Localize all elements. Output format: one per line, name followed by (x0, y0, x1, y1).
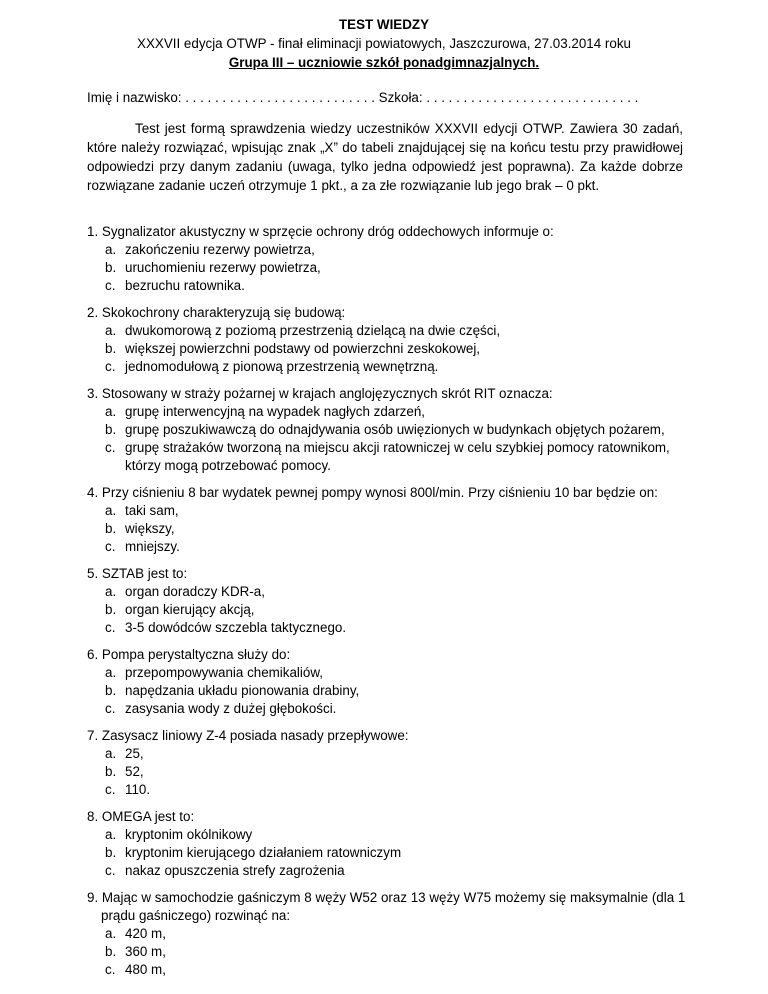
option-text: 480 m, (125, 962, 166, 977)
answer-options (87, 502, 687, 556)
answer-option (87, 745, 687, 763)
option-letter: a. (105, 242, 117, 257)
answer-option (87, 700, 687, 718)
option-text: grupę strażaków tworzoną na miejscu akcji ratowniczej w celu szybkiej pomocy ratownikom, którzy mogą potrzebować pomocy. (125, 440, 670, 473)
answer-options (87, 745, 687, 799)
option-letter: a. (105, 827, 117, 842)
option-letter: a. (105, 665, 117, 680)
option-text: nakaz opuszczenia strefy zagrożenia (125, 863, 345, 878)
question-text: 6. Pompa perystaltyczna służy do: (87, 647, 291, 662)
answer-option (87, 601, 687, 619)
answer-option (87, 664, 687, 682)
answer-options (87, 826, 687, 880)
option-text: organ kierujący akcją, (125, 602, 255, 617)
answer-option (87, 862, 687, 880)
question (87, 304, 687, 376)
option-text: 3-5 dowódców szczebla taktycznego. (125, 620, 347, 635)
answer-option (87, 358, 687, 376)
question-text: 2. Skokochrony charakteryzują się budową: (87, 305, 346, 320)
option-letter: c. (105, 539, 116, 554)
question-text: 5. SZTAB jest to: (87, 566, 188, 581)
questions-list (87, 223, 687, 988)
question (87, 646, 687, 718)
answer-option (87, 322, 687, 340)
option-letter: c. (105, 962, 116, 977)
option-letter: b. (105, 422, 117, 437)
intro-paragraph: Test jest formą sprawdzenia wiedzy uczestników XXXVII edycji OTWP. Zawiera 30 zadań, które należy rozwiązać, wpisując znak „X” do tabeli znajdującej się na końcu testu przy prawidłowej odpowiedzi przy danym zadaniu (uwaga, tylko jedna odpowiedź jest poprawna). Za każde dobrze rozwiązane zadanie uczeń otrzymuje 1 pkt., a za złe rozwiązanie lub jego brak – 0 pkt. (87, 121, 683, 193)
option-letter: b. (105, 944, 117, 959)
answer-option (87, 241, 687, 259)
option-text: 420 m, (125, 926, 166, 941)
option-text: zasysania wody z dużej głębokości. (125, 701, 337, 716)
option-letter: b. (105, 341, 117, 356)
option-text: jednomodułową z pionową przestrzenią wewnętrzną. (125, 359, 439, 374)
answer-option (87, 277, 687, 295)
option-letter: a. (105, 503, 117, 518)
question-text: 4. Przy ciśnieniu 8 bar wydatek pewnej pompy wynosi 800l/min. Przy ciśnieniu 10 bar będzie on: (87, 485, 658, 500)
option-text: przepompowywania chemikaliów, (125, 665, 323, 680)
answer-option (87, 682, 687, 700)
question (87, 808, 687, 880)
name-school-line: Imię i nazwisko: . . . . . . . . . . . . . . . . . . . . . . . . . . Szkoła: . . . . . . . . . . . . . . . . . . . . . . . . . . . . . (87, 90, 639, 105)
question (87, 565, 687, 637)
question (87, 727, 687, 799)
answer-option (87, 520, 687, 538)
answer-option (87, 403, 687, 421)
option-letter: a. (105, 926, 117, 941)
document-header (0, 15, 768, 72)
option-text: 110. (125, 782, 151, 797)
answer-option (87, 538, 687, 556)
answer-options (87, 403, 687, 475)
answer-option (87, 583, 687, 601)
option-letter: a. (105, 404, 117, 419)
answer-options (87, 664, 687, 718)
option-letter: b. (105, 521, 117, 536)
option-letter: c. (105, 278, 116, 293)
option-text: większej powierzchni podstawy od powierzchni zeskokowej, (125, 341, 481, 356)
question (87, 223, 687, 295)
question-text: 3. Stosowany w straży pożarnej w krajach anglojęzycznych skrót RIT oznacza: (87, 386, 553, 401)
option-text: 360 m, (125, 944, 166, 959)
option-letter: b. (105, 764, 117, 779)
answer-option (87, 259, 687, 277)
answer-option (87, 439, 687, 475)
question (87, 385, 687, 475)
option-letter: c. (105, 359, 116, 374)
answer-option (87, 943, 687, 961)
answer-options (87, 583, 687, 637)
option-text: taki sam, (125, 503, 179, 518)
option-letter: a. (105, 746, 117, 761)
question (87, 484, 687, 556)
option-letter: b. (105, 845, 117, 860)
answer-options (87, 925, 687, 979)
question-text: 7. Zasysacz liniowy Z-4 posiada nasady przepływowe: (87, 728, 409, 743)
question (87, 889, 687, 979)
option-text: mniejszy. (125, 539, 180, 554)
option-text: zakończeniu rezerwy powietrza, (125, 242, 315, 257)
option-text: dwukomorową z poziomą przestrzenią dzielącą na dwie części, (125, 323, 501, 338)
document-subtitle: XXXVII edycja OTWP - finał eliminacji powiatowych, Jaszczurowa, 27.03.2014 roku (137, 36, 631, 51)
answer-option (87, 961, 687, 979)
question-text: 8. OMEGA jest to: (87, 809, 195, 824)
option-text: uruchomieniu rezerwy powietrza, (125, 260, 321, 275)
option-letter: b. (105, 602, 117, 617)
answer-option (87, 826, 687, 844)
answer-option (87, 619, 687, 637)
answer-option (87, 925, 687, 943)
option-letter: c. (105, 701, 116, 716)
option-letter: c. (105, 440, 116, 455)
group-heading: Grupa III – uczniowie szkół ponadgimnazjalnych. (228, 55, 540, 70)
question-text: 1. Sygnalizator akustyczny w sprzęcie ochrony dróg oddechowych informuje o: (87, 224, 554, 239)
option-letter: c. (105, 863, 116, 878)
option-text: większy, (125, 521, 175, 536)
option-letter: c. (105, 782, 116, 797)
option-letter: b. (105, 683, 117, 698)
answer-option (87, 844, 687, 862)
answer-option (87, 340, 687, 358)
answer-option (87, 763, 687, 781)
option-letter: c. (105, 620, 116, 635)
answer-option (87, 421, 687, 439)
option-text: grupę interwencyjną na wypadek nagłych zdarzeń, (125, 404, 425, 419)
option-text: grupę poszukiwawczą do odnajdywania osób uwięzionych w budynkach objętych pożarem, (125, 422, 665, 437)
answer-option (87, 781, 687, 799)
option-text: kryptonim kierującego działaniem ratowniczym (125, 845, 402, 860)
option-text: 25, (125, 746, 144, 761)
document-title: TEST WIEDZY (338, 17, 429, 32)
answer-option (87, 502, 687, 520)
option-letter: a. (105, 323, 117, 338)
answer-options (87, 322, 687, 376)
option-text: napędzania układu pionowania drabiny, (125, 683, 360, 698)
option-letter: b. (105, 260, 117, 275)
option-text: kryptonim okólnikowy (125, 827, 253, 842)
option-text: 52, (125, 764, 144, 779)
question-text: 9. Mając w samochodzie gaśniczym 8 węży W52 oraz 13 węży W75 możemy się maksymalnie (dla 1 prądu gaśniczego) rozwinąć na: (87, 890, 686, 923)
option-text: organ doradczy KDR-a, (125, 584, 265, 599)
answer-options (87, 241, 687, 295)
option-letter: a. (105, 584, 117, 599)
option-text: bezruchu ratownika. (125, 278, 245, 293)
